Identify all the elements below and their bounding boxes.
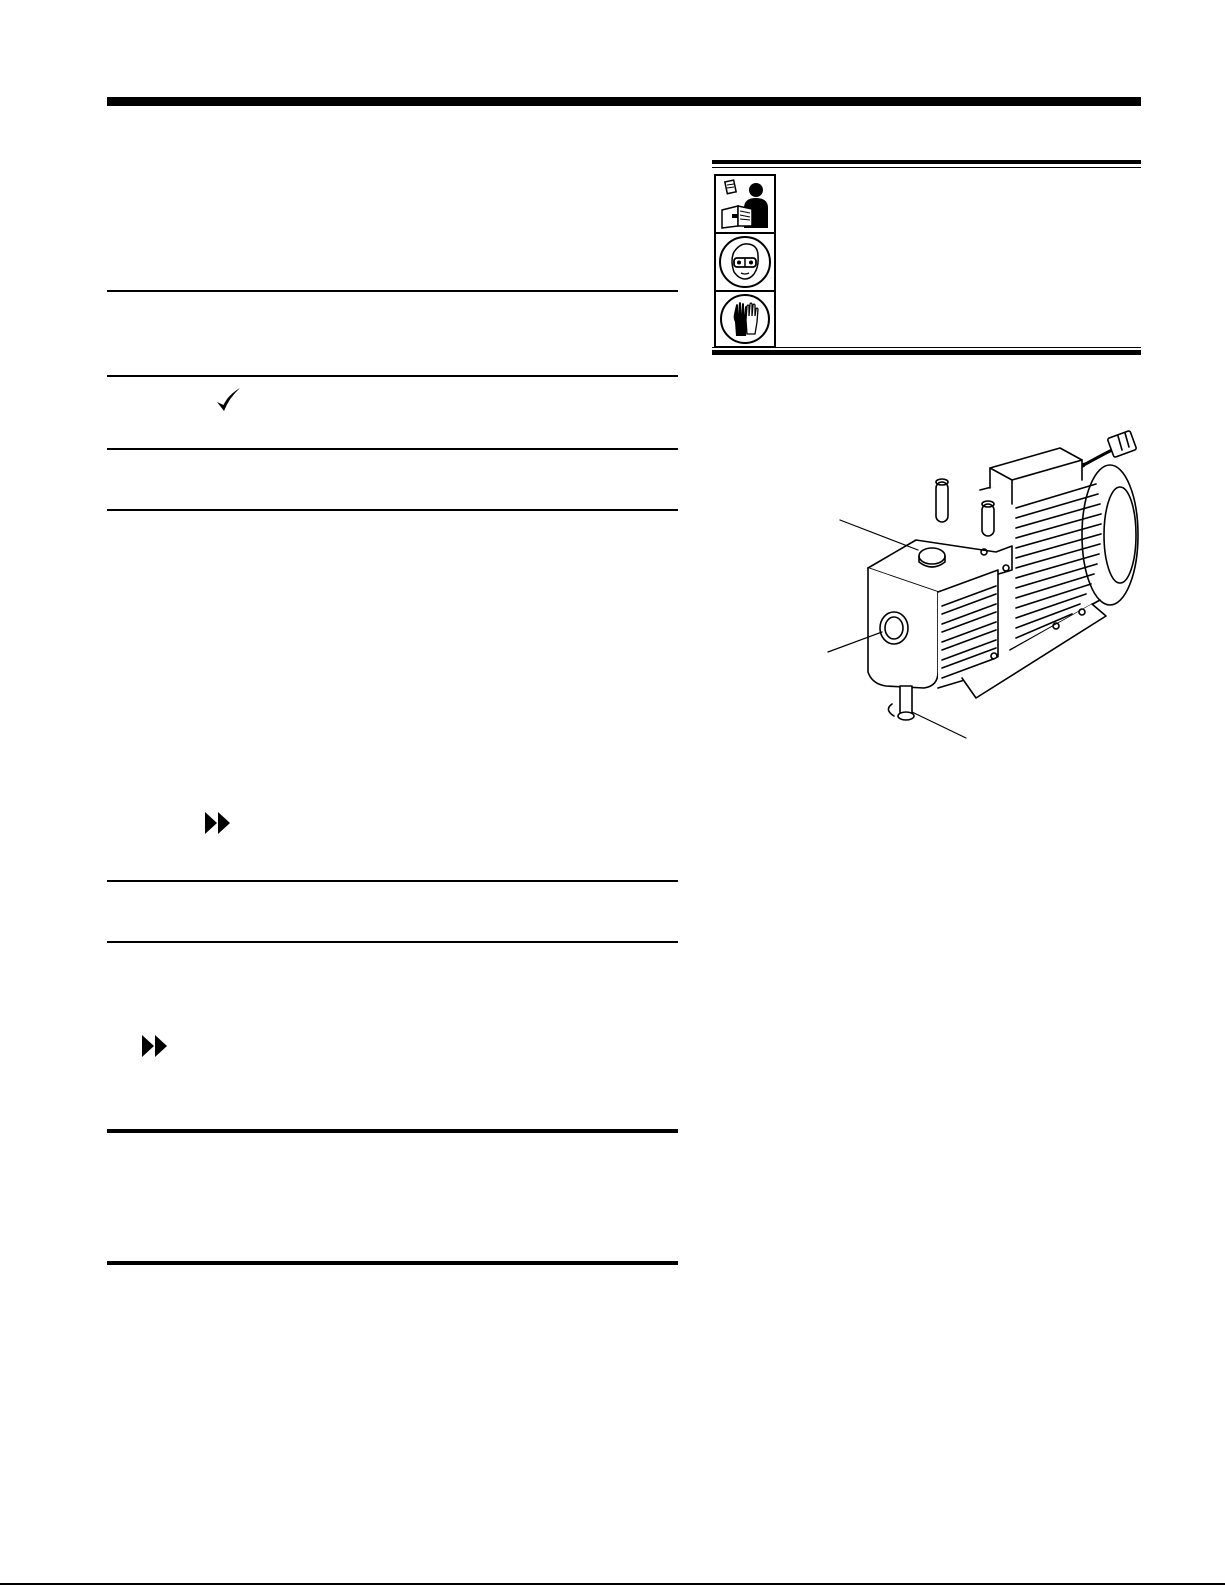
check-mark-icon xyxy=(214,386,242,414)
double-arrow-icon xyxy=(204,811,232,835)
safety-panel-bottom-rule-thin xyxy=(712,347,1141,348)
section-rule xyxy=(107,375,678,377)
safety-goggles-icon xyxy=(716,234,774,290)
section-rule xyxy=(107,448,678,450)
section-rule xyxy=(107,941,678,943)
section-rule xyxy=(107,880,678,882)
safety-panel-top-rule xyxy=(712,160,1141,164)
double-arrow-icon xyxy=(141,1034,169,1058)
protective-gloves-icon xyxy=(716,292,774,348)
vacuum-pump-illustration xyxy=(820,420,1150,750)
section-rule-heavy xyxy=(107,1261,678,1265)
read-manual-icon xyxy=(716,176,774,232)
safety-panel-bottom-rule xyxy=(712,350,1141,355)
safety-panel-top-rule-thin xyxy=(712,167,1141,168)
safety-icon-stack xyxy=(714,174,776,348)
section-rule xyxy=(107,509,678,511)
section-rule xyxy=(107,290,678,292)
header-rule xyxy=(107,97,1141,106)
section-rule-heavy xyxy=(107,1129,678,1133)
